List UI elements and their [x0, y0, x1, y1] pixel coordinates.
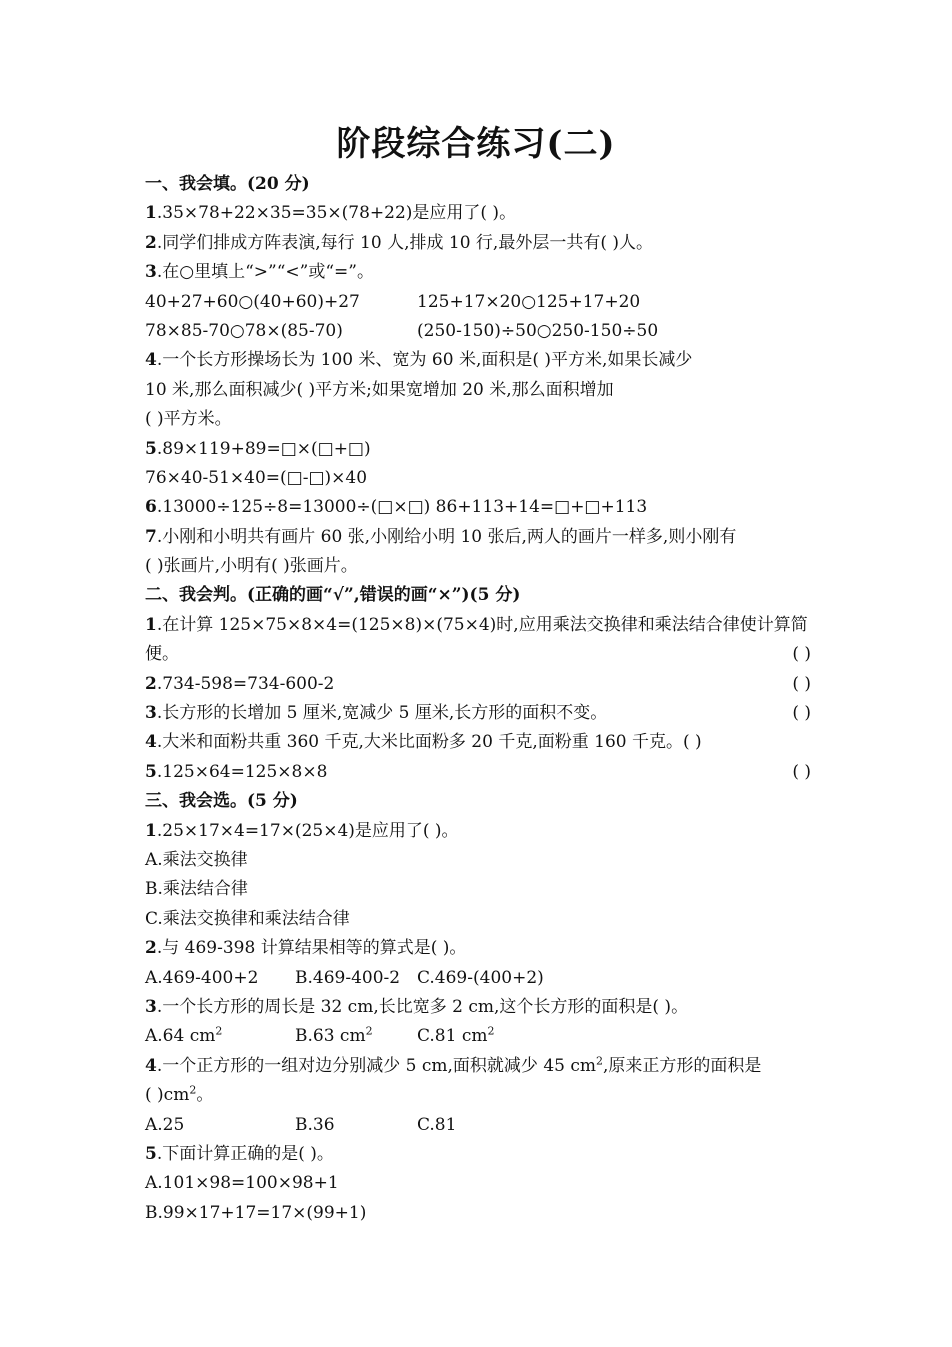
s2-question-5 [145, 758, 815, 787]
question-text: .长方形的长增加 5 厘米,宽减少 5 厘米,长方形的面积不变。 [156, 703, 608, 724]
s3-q3-options [145, 1022, 815, 1051]
question-number: 1 [145, 614, 157, 635]
s3-q2-options [145, 964, 815, 993]
compare-expression: 40+27+60○(40+60)+27 [145, 291, 360, 312]
s3-question-3 [145, 993, 815, 1022]
compare-expression: 78×85-70○78×(85-70) [145, 320, 343, 341]
question-text: .与 469-398 计算结果相等的算式是( )。 [156, 938, 467, 959]
compare-expression: (250-150)÷50○250-150÷50 [417, 320, 659, 341]
question-text: .小刚和小明共有画片 60 张,小刚给小明 10 张后,两人的画片一样多,则小刚有 [156, 526, 737, 547]
s3-q4-line-2: ( )$cm^2$。 [145, 1083, 214, 1106]
option-c: C.81 $cm^2$ [417, 1024, 495, 1047]
question-number: 3 [145, 996, 157, 1017]
option-a: A.469-400+2 [145, 967, 259, 988]
question-number: 1 [145, 820, 157, 841]
question-number: 4 [145, 1055, 157, 1076]
option-b: B.乘法结合律 [145, 879, 248, 900]
page-title: 阶段综合练习(二) [336, 124, 616, 164]
s3-question-5 [145, 1140, 815, 1169]
question-number: 5 [145, 761, 157, 782]
s2-question-2 [145, 670, 815, 699]
s1-question-7 [145, 523, 815, 552]
question-text: .一个正方形的一组对边分别减少 5 cm,面积就减少 45 $cm^2$,原来正方形的面积是 [156, 1054, 762, 1076]
s2-question-3 [145, 699, 815, 728]
answer-parentheses: ( ) [792, 761, 811, 782]
question-number: 4 [145, 732, 157, 753]
option-a: A.64 $cm^2$ [145, 1024, 223, 1047]
question-text: .一个长方形操场长为 100 米、宽为 60 米,面积是( )平方米,如果长减少 [156, 350, 693, 371]
s1-q4-line-3: ( )平方米。 [145, 409, 232, 430]
option-b: B.36 [295, 1114, 335, 1135]
question-number: 3 [145, 703, 157, 724]
worksheet-content [145, 170, 815, 1228]
question-number: 3 [145, 262, 157, 283]
option-a: A.25 [145, 1114, 185, 1135]
s3-question-4 [145, 1052, 815, 1081]
question-number: 2 [145, 673, 157, 694]
question-number: 2 [145, 232, 157, 253]
option-a: A.101×98=100×98+1 [145, 1173, 339, 1194]
s3-q4-options [145, 1111, 815, 1140]
s2-q1-line-2 [145, 640, 815, 669]
option-b: B.63 $cm^2$ [295, 1024, 373, 1047]
s1-q7-line-2: ( )张画片,小明有( )张画片。 [145, 556, 358, 577]
question-number: 5 [145, 438, 157, 459]
s3-question-2 [145, 934, 815, 963]
question-text: .35×78+22×35=35×(78+22)是应用了( )。 [156, 203, 517, 224]
option-c: C.乘法交换律和乘法结合律 [145, 908, 350, 929]
s1-q3-row-1 [145, 288, 815, 317]
answer-parentheses: ( ) [792, 673, 811, 694]
s1-q3-row-2 [145, 317, 815, 346]
section-3-heading: 三、我会选。(5 分) [145, 791, 298, 812]
question-number: 5 [145, 1143, 157, 1164]
s1-question-4 [145, 346, 815, 375]
question-text: .大米和面粉共重 360 千克,大米比面粉多 20 千克,面粉重 160 千克。( ) [156, 732, 702, 753]
option-c: C.469-(400+2) [417, 967, 544, 988]
answer-parentheses: ( ) [792, 644, 811, 665]
option-a: A.乘法交换律 [145, 849, 248, 870]
section-2-heading: 二、我会判。(正确的画“√”,错误的画“×”)(5 分) [145, 585, 521, 606]
s1-question-2 [145, 229, 815, 258]
s2-question-1 [145, 611, 815, 640]
question-text: .13000÷125÷8=13000÷(□×□) 86+113+14=□+□+113 [156, 497, 648, 518]
s1-question-3 [145, 258, 815, 287]
s3-question-1 [145, 817, 815, 846]
question-text: .734-598=734-600-2 [156, 673, 335, 694]
answer-parentheses: ( ) [792, 703, 811, 724]
s1-q5-line-2: 76×40-51×40=(□-□)×40 [145, 467, 368, 488]
s1-question-5 [145, 435, 815, 464]
compare-expression: 125+17×20○125+17+20 [417, 291, 641, 312]
question-number: 7 [145, 526, 157, 547]
s2-question-4 [145, 728, 815, 757]
question-text: 便。 [145, 644, 179, 665]
section-1-heading: 一、我会填。(20 分) [145, 174, 310, 194]
question-text: .在○里填上“>”“<”或“=”。 [156, 262, 374, 283]
question-text: .25×17×4=17×(25×4)是应用了( )。 [156, 820, 459, 841]
question-text: .在计算 125×75×8×4=(125×8)×(75×4)时,应用乘法交换律和乘法结合律使计算简 [156, 614, 808, 635]
s1-question-1 [145, 199, 815, 228]
option-b: B.99×17+17=17×(99+1) [145, 1202, 367, 1223]
question-number: 1 [145, 203, 157, 224]
question-number: 4 [145, 350, 157, 371]
question-text: .同学们排成方阵表演,每行 10 人,排成 10 行,最外层一共有( )人。 [156, 232, 654, 253]
question-text: .89×119+89=□×(□+□) [156, 438, 371, 459]
question-text: .一个长方形的周长是 32 cm,长比宽多 2 cm,这个长方形的面积是( )。 [156, 996, 689, 1017]
s1-q4-line-2: 10 米,那么面积减少( )平方米;如果宽增加 20 米,那么面积增加 [145, 379, 614, 400]
question-text: .下面计算正确的是( )。 [156, 1143, 334, 1164]
question-text: .125×64=125×8×8 [156, 761, 328, 782]
question-number: 6 [145, 497, 157, 518]
option-b: B.469-400-2 [295, 967, 401, 988]
question-number: 2 [145, 938, 157, 959]
s1-question-6 [145, 493, 815, 522]
option-c: C.81 [417, 1114, 457, 1135]
